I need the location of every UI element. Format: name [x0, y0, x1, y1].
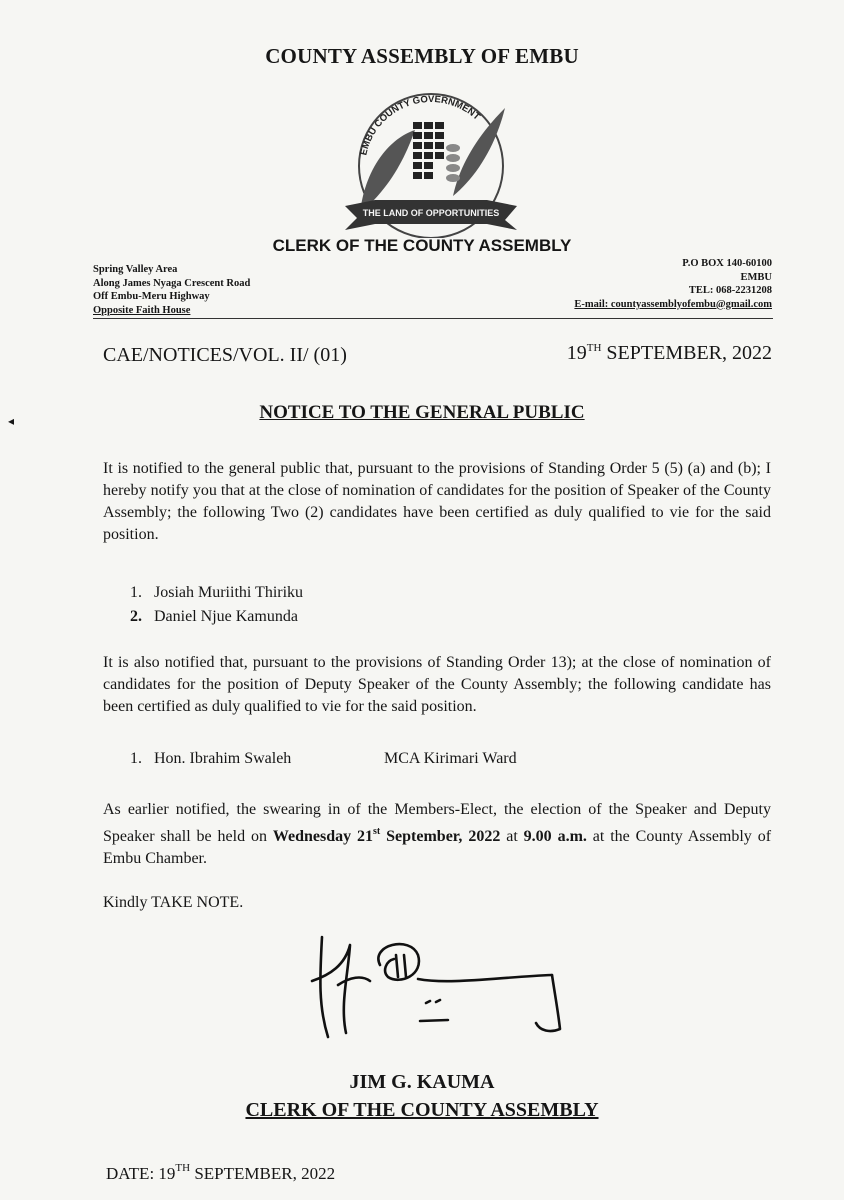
list-item: 1. Josiah Muriithi Thiriku	[130, 584, 304, 601]
paragraph-speaker: It is notified to the general public that, pursuant to the provisions of Standing Order 5 (5) (a) and (b); I hereby notify you that at the close of nomination of candidates for the position of Speaker of the County Assembly; the following Two (2) candidates have been certified as duly qualified to vie for the said position.	[103, 460, 771, 543]
assembly-title: COUNTY ASSEMBLY OF EMBU	[265, 44, 579, 68]
signatory-name: JIM G. KAUMA	[349, 1071, 495, 1093]
candidate-ward: MCA Kirimari Ward	[384, 750, 517, 767]
email-address: E-mail: countyassemblyofembu@gmail.com	[574, 298, 772, 310]
signatory-title: CLERK OF THE COUNTY ASSEMBLY	[245, 1099, 599, 1121]
signatory	[0, 1068, 844, 1124]
margin-arrow-icon: ◂	[8, 414, 15, 428]
county-logo	[335, 78, 525, 238]
paragraph-deputy: It is also notified that, pursuant to the provisions of Standing Order 13); at the close of nomination of candidates for the position of Deputy Speaker of the County Assembly; the following candidate has been certified as duly qualified to vie for the said position.	[103, 654, 771, 715]
paragraph-swearing-in: As earlier notified, the swearing in of the Members-Elect, the election of the Speaker and Deputy Speaker shall be held on Wednesday 21st September, 2022 at 9.00 a.m. at the County Assembly of Embu Chamber.	[103, 801, 772, 867]
notice-title: NOTICE TO THE GENERAL PUBLIC	[259, 402, 585, 423]
postal-address: P.O BOX 140-60100 EMBU TEL: 068-2231208 E-mail: countyassemblyofembu@gmail.com	[574, 258, 772, 310]
deputy-candidate: 1. Hon. Ibrahim Swaleh MCA Kirimari Ward	[130, 750, 517, 767]
list-item: 2. Daniel Njue Kamunda	[130, 608, 298, 625]
signature	[300, 925, 580, 1050]
letter-date: 19TH SEPTEMBER, 2022	[566, 342, 772, 364]
signature-date: DATE: 19TH SEPTEMBER, 2022	[106, 1162, 336, 1183]
physical-address: Spring Valley Area Along James Nyaga Crescent Road Off Embu-Meru Highway Opposite Faith House	[93, 264, 251, 316]
reference-number: CAE/NOTICES/VOL. II/ (01)	[103, 344, 347, 366]
office-heading: CLERK OF THE COUNTY ASSEMBLY	[272, 236, 572, 255]
svg-text:EMBU COUNTY GOVERNMENT: EMBU COUNTY GOVERNMENT	[358, 93, 482, 157]
closing-note: Kindly TAKE NOTE.	[103, 894, 244, 911]
header-divider	[93, 318, 773, 319]
speaker-candidate-list	[130, 581, 303, 629]
svg-text:THE LAND OF OPPORTUNITIES: THE LAND OF OPPORTUNITIES	[362, 208, 500, 218]
